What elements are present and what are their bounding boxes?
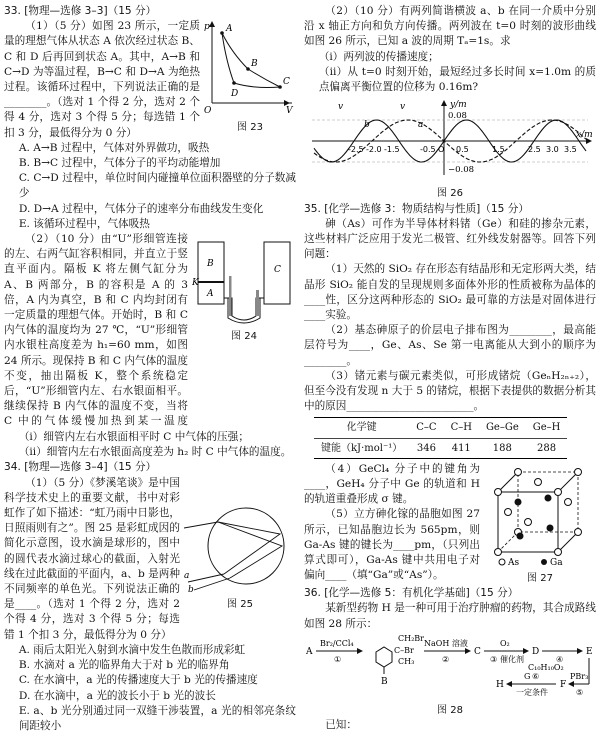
reagent-naoh: NaOH 溶液 [424, 638, 468, 648]
x-tick-label: -2.0 [366, 145, 382, 155]
figure-27 [484, 462, 596, 586]
reagent-pbr3: PBr₃ [570, 671, 589, 681]
u-tube-diagram [192, 232, 296, 324]
x-tick-label: 2.5 [528, 145, 541, 155]
wave-v-label-right: v [400, 102, 406, 113]
table-cell: 化学键 [314, 418, 409, 438]
compound-b: B [381, 676, 388, 687]
formula-d: C₁₀H₁₀O₂ [528, 662, 564, 672]
table-cell: 411 [444, 438, 479, 458]
figure-26-caption: 图 26 [437, 188, 463, 200]
x-tick-labels [348, 145, 577, 154]
q33-part1 [4, 19, 296, 141]
state-c-label: C [283, 77, 290, 88]
compound-a: A [306, 646, 313, 657]
bond-energy-table [314, 417, 567, 458]
y-tick-pos: 0.08 [448, 111, 467, 122]
q36-known: 已知： [325, 719, 357, 732]
q36-intro: 某新型药物 H 是一种可用于治疗肿瘤的药物，其合成路线如图 28 所示： [304, 602, 596, 630]
ray-a-label: a [184, 570, 190, 581]
chamber-a-label: A [207, 289, 214, 300]
table-cell: C–H [444, 418, 479, 438]
q33-option-a: A. A→B 过程中，气体对外界做功，吸热 [18, 141, 210, 154]
partition-k-label: K [192, 278, 199, 289]
q33-option-e: E. 该循环过程中，气体吸热 [18, 217, 150, 230]
step-6: ⑥ [532, 671, 540, 681]
pv-diagram [204, 19, 296, 115]
q33-part1-text: （1）（5 分）如图 23 所示，一定质量的理想气体从状态 A 依次经过状态 B、C 和 D 后再回到状态 A。其中，A→B 和 C→D 为等温过程，B→C 和 D→A 为绝热过程。该循环过程中，下列说法正确的是________。（选对 1 个得 2 分，选对 2 个得 4 分，选对 3 个得 5 分；每选错 1 个扣 3 分，最低得分为 0 分） [4, 20, 200, 139]
wave-a-label: a [418, 120, 424, 131]
q34-header: 34. [物理—选修 3–4]（15 分） [4, 461, 157, 474]
compound-d: D [532, 646, 540, 657]
compound-c: C [474, 646, 481, 657]
q35-part45-text [304, 462, 480, 586]
cbr-group: C–Br [394, 645, 414, 655]
figure-26 [304, 97, 596, 201]
figure-28-caption: 图 28 [437, 705, 463, 717]
ch2br-group: CH₂Br [398, 633, 425, 643]
compound-f: F [560, 679, 567, 690]
figure-24-caption: 图 24 [231, 331, 257, 343]
q36-header: 36. [化学—选修 5：有机化学基础]（15 分） [304, 587, 519, 600]
x-tick-label: 1.5 [492, 145, 505, 155]
legend-ga-label: Ga [550, 557, 563, 566]
q34-option-c: C. 在水滴中，a 光的传播速度大于 b 光的传播速度 [18, 674, 258, 687]
table-cell: C–C [409, 418, 443, 438]
reagent-o2: O₂ [500, 638, 510, 648]
wave-b-label: b [364, 120, 370, 131]
q34-part1-text: （1）（5 分）《梦溪笔谈》是中国科学技术史上的重要文献，书中对彩虹作了如下描述：“虹乃雨中日影也，日照雨则有之”。图 25 是彩虹成因的简化示意图，设水滴是球形的，图中的圆代表水滴过球心的截面，入射光线在过此截面的平面内，a、b 是两种不同频率的单色光。下列说法正确的是____。（选对 1 个得 2 分，选对 2 个得 4 分，选对 3 个得 5 分；每选错 1 个扣 3 分，最低得分为 0 分） [4, 476, 180, 641]
table-cell: 188 [479, 438, 526, 458]
table-row [314, 438, 567, 458]
chamber-b-label: B [207, 259, 214, 270]
state-a-label: A [226, 24, 233, 35]
x-tick-label: -2.5 [348, 145, 364, 155]
figure-23 [204, 19, 296, 141]
q34-part2-text: （2）（10 分）有两列简谐横波 a、b 在同一介质中分别沿 x 轴正方向和负方向传播。两列波在 t=0 时刻的波形曲线如图 26 所示，已知 a 波的周期 Tₐ=1s。求 [304, 5, 596, 48]
figure-25-caption: 图 25 [227, 598, 253, 610]
step-5: ⑤ [576, 687, 584, 697]
reagent-g: G [524, 671, 531, 681]
q34-option-d: D. 在水滴中，a 光的波长小于 b 光的波长 [18, 689, 216, 702]
state-d-label: D [231, 89, 239, 100]
catalyst-label: 催化剂 [500, 654, 524, 664]
left-column [4, 4, 296, 734]
figure-28 [304, 632, 596, 718]
q33-part2-text: （2）（10 分）由“U”形细管连接的左、右两气缸容积相同，并直立于竖直平面内。隔板 K 将左侧气缸分为 A、B 两部分，B 的容积是 A 的 3 倍，A 内为真空，B 和 C 内均封闭有一定质量的理想气体。开始时，B 和 C 内气体的温度均为 27 ℃，“U”形细管内水银柱高度差为 h₁=60 mm，如图 24 所示。现保持 B 和 C 内气体的温度不变，抽出隔板 K，整个系统稳定后，“U”形细管内左、右水银面相平。继续保持 B 内气体的温度不变，当将 C 中的气体缓慢加热到某一温度 [4, 233, 188, 428]
q33-option-d: D. D→A 过程中，气体分子的速率分布曲线发生变化 [18, 202, 264, 215]
q34-sub-i: （i）两列波的传播速度； [318, 50, 439, 63]
q35-part1: （1）天然的 SiO₂ 存在形态有结晶形和无定形两大类，结晶形 SiO₂ 能自发的呈现规则多面体外形的性质被称为晶体的____性，区分这两种形态的 SiO₂ 最可靠的方法是对固体进行____实验。 [304, 263, 596, 322]
table-cell: 288 [526, 438, 568, 458]
q33-option-c: C. C→D 过程中，单位时间内碰撞单位面积器壁的分子数减少 [18, 172, 296, 200]
figure-23-caption: 图 23 [237, 122, 263, 134]
x-tick-label: -1.5 [384, 145, 400, 155]
figure-24 [192, 232, 296, 430]
wave-graph [304, 97, 596, 181]
x-tick-label: -0.5 [420, 145, 436, 155]
raindrop-diagram [184, 504, 296, 592]
synthesis-scheme [304, 632, 596, 698]
ray-b-label: b [188, 584, 194, 592]
q35-part3: （3）锗元素与碳元素类似，可形成锗烷（GeₙH₂ₙ₊₂），但至今没有发现 n 大于 5 的锗烷，根据下表提供的数据分析其中的原因________________________。 [304, 369, 596, 413]
step-2: ② [442, 654, 450, 664]
q33-part2 [4, 232, 296, 430]
y-axis-label: y/m [450, 100, 467, 111]
q34-option-e: E. a、b 光分别通过同一双缝干涉装置，a 光的相邻亮条纹间距较小 [18, 704, 296, 732]
origin-label: O [204, 106, 212, 116]
crystal-cell-diagram [484, 462, 596, 566]
q33-sub-i: （i）细管内左右水银面相平时 C 中气体的压强； [18, 431, 249, 444]
chamber-c-label: C [274, 265, 281, 276]
y-tick-neg: −0.08 [448, 165, 475, 176]
x-tick-label: 3.0 [546, 145, 559, 155]
step-1: ① [334, 654, 342, 664]
q33-sub-ii: （ii）细管内左右水银面高度差为 h₂ 时 C 中气体的温度。 [18, 446, 292, 459]
x-tick-label: 0.5 [456, 145, 469, 155]
condition-6: 一定条件 [516, 687, 548, 697]
q34-option-b: B. 水滴对 a 光的临界角大于对 b 光的临界角 [18, 659, 230, 672]
table-row [314, 418, 567, 438]
q35-header: 35. [化学—选修 3：物质结构与性质]（15 分） [304, 202, 529, 215]
q33-header: 33. [物理—选修 3–3]（15 分） [4, 5, 157, 17]
legend-as-label: As [508, 557, 520, 566]
figure-25 [184, 476, 296, 643]
compound-h: H [496, 679, 504, 690]
table-cell: Ge–H [526, 418, 568, 438]
x-axis-label: x/m [576, 130, 593, 141]
q35-part45 [304, 462, 596, 586]
step-4: ④ [556, 654, 564, 664]
q35-part4: （4）GeCl₄ 分子中的键角为____，GeH₄ 分子中 Ge 的轨道和 H 的轨道重叠形成 σ 键。 [304, 462, 480, 506]
step-3: ③ [490, 654, 498, 664]
q35-part5: （5）立方砷化镓的晶胞如图 27 所示，已知晶胞边长为 565pm，则 Ga-As 键的键长为____pm，（只列出算式即可），Ga-As 键中共用电子对偏向____（填“Ga”或“As”）。 [304, 508, 480, 582]
q34-part1 [4, 476, 296, 643]
axis-p-label: p [204, 22, 210, 33]
q33-option-b: B. B→C 过程中，气体分子的平均动能增加 [18, 157, 221, 170]
q34-sub-ii: （ii）从 t=0 时刻开始，最短经过多长时间 x=1.0m 的质点偏离平衡位置的位移为 0.16m? [318, 65, 596, 94]
q35-part2: （2）基态砷原子的价层电子排布图为________，最高能层符号为____，Ge、As、Se 第一电离能从大到小的顺序为________。 [304, 324, 596, 367]
right-column [304, 4, 596, 734]
ch3-group: CH₃ [398, 656, 415, 666]
reagent-br2: Br₂/CCl₄ [320, 638, 354, 648]
wave-v-label-left: v [338, 102, 344, 113]
q35-intro: 砷（As）可作为半导体材料锗（Ge）和硅的掺杂元素，这些材料广泛应用于发光二极管、红外线发射器等。回答下列问题： [304, 217, 596, 261]
table-cell: 键能（kJ·mol⁻¹） [314, 438, 409, 458]
figure-27-caption: 图 27 [527, 573, 553, 585]
q34-option-a: A. 雨后太阳光入射到水滴中发生色散而形成彩虹 [18, 643, 246, 656]
axis-v-label: V [286, 106, 293, 116]
x-tick-label: 3.5 [564, 145, 577, 155]
x-tick-label: O [438, 145, 445, 155]
state-b-label: B [251, 59, 258, 70]
table-cell: Ge–Ge [479, 418, 526, 438]
table-cell: 346 [409, 438, 443, 458]
compound-e: E [586, 646, 593, 657]
